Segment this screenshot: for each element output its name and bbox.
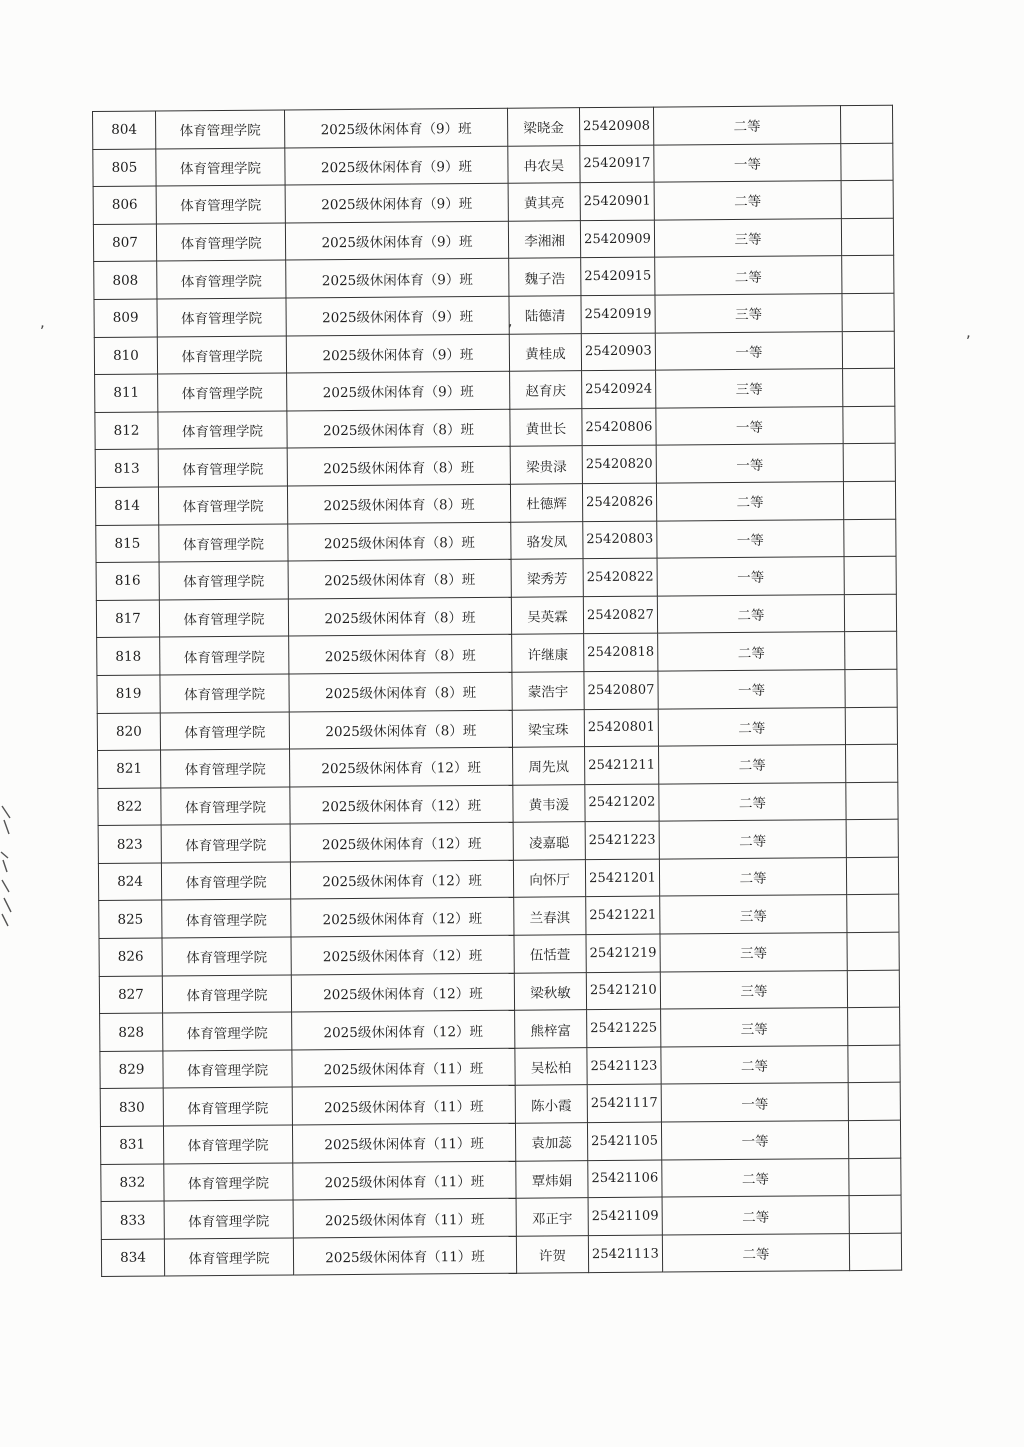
table-row [98, 744, 898, 788]
row-number-cell: 807 [93, 224, 156, 262]
college-cell: 体育管理学院 [160, 711, 289, 750]
college-cell: 体育管理学院 [161, 787, 290, 826]
class-cell: 2025级休闲体育（9）班 [287, 371, 510, 410]
college-cell: 体育管理学院 [163, 1050, 292, 1089]
row-number-cell: 832 [101, 1164, 164, 1202]
row-number-cell: 816 [96, 562, 159, 600]
award-level-cell: 二等 [659, 820, 846, 859]
remark-cell [840, 105, 892, 143]
class-cell: 2025级休闲体育（11）班 [293, 1198, 516, 1237]
row-number-cell: 810 [94, 337, 157, 375]
row-number-cell: 805 [93, 149, 156, 187]
student-name-cell: 伍恬萱 [514, 935, 586, 973]
remark-cell [846, 744, 898, 782]
class-cell: 2025级休闲体育（8）班 [289, 710, 512, 749]
class-cell: 2025级休闲体育（9）班 [285, 221, 508, 260]
table-row [100, 1083, 900, 1127]
row-number-cell: 825 [99, 900, 162, 938]
student-id-cell: 25420909 [580, 220, 654, 258]
award-level-cell: 一等 [658, 670, 845, 709]
class-cell: 2025级休闲体育（11）班 [292, 1086, 515, 1125]
remark-cell [846, 857, 898, 895]
award-level-cell: 三等 [655, 294, 842, 333]
college-cell: 体育管理学院 [156, 110, 285, 149]
row-number-cell: 820 [97, 712, 160, 750]
class-cell: 2025级休闲体育（11）班 [293, 1236, 516, 1275]
college-cell: 体育管理学院 [158, 448, 287, 487]
student-name-cell: 陈小霞 [515, 1085, 587, 1123]
award-level-cell: 二等 [659, 745, 846, 784]
class-cell: 2025级休闲体育（9）班 [286, 296, 509, 335]
award-level-cell: 一等 [657, 519, 844, 558]
table-row [100, 1045, 900, 1089]
award-level-cell: 二等 [659, 782, 846, 821]
award-level-cell: 一等 [654, 143, 841, 182]
student-name-cell: 袁加蕊 [515, 1123, 587, 1161]
student-id-cell: 25420915 [581, 257, 655, 295]
remark-cell [846, 782, 898, 820]
table-row [97, 669, 897, 713]
remark-cell [849, 1195, 901, 1233]
student-id-cell: 25421219 [586, 934, 660, 972]
remark-cell [845, 632, 897, 670]
table-row [100, 1120, 900, 1164]
award-level-cell: 二等 [662, 1196, 849, 1235]
college-cell: 体育管理学院 [161, 824, 290, 863]
class-cell: 2025级休闲体育（12）班 [291, 898, 514, 937]
student-id-cell: 25420908 [579, 107, 653, 145]
student-id-cell: 25420820 [582, 445, 656, 483]
college-cell: 体育管理学院 [162, 937, 291, 976]
student-name-cell: 覃炜娟 [516, 1160, 588, 1198]
award-level-cell: 二等 [658, 707, 845, 746]
class-cell: 2025级休闲体育（8）班 [288, 597, 511, 636]
row-number-cell: 818 [97, 637, 160, 675]
student-id-cell: 25420901 [580, 182, 654, 220]
remark-cell [846, 819, 898, 857]
award-level-cell: 一等 [656, 444, 843, 483]
student-name-cell: 赵育庆 [510, 371, 582, 409]
college-cell: 体育管理学院 [163, 1087, 292, 1126]
class-cell: 2025级休闲体育（12）班 [290, 860, 513, 899]
college-cell: 体育管理学院 [162, 975, 291, 1014]
student-name-cell: 梁宝珠 [512, 709, 584, 747]
remark-cell [841, 143, 893, 181]
college-cell: 体育管理学院 [160, 636, 289, 675]
class-cell: 2025级休闲体育（9）班 [284, 108, 507, 147]
row-number-cell: 829 [100, 1051, 163, 1089]
college-cell: 体育管理学院 [158, 373, 287, 412]
student-name-cell: 梁秋敏 [514, 972, 586, 1010]
college-cell: 体育管理学院 [159, 561, 288, 600]
class-cell: 2025级休闲体育（12）班 [291, 973, 514, 1012]
award-level-cell: 二等 [662, 1233, 849, 1272]
row-number-cell: 831 [100, 1126, 163, 1164]
student-id-cell: 25421202 [585, 784, 659, 822]
remark-cell [842, 256, 894, 294]
row-number-cell: 833 [101, 1201, 164, 1239]
award-level-cell: 一等 [656, 406, 843, 445]
remark-cell [843, 444, 895, 482]
remark-cell [843, 406, 895, 444]
row-number-cell: 806 [93, 186, 156, 224]
student-id-cell: 25420818 [584, 633, 658, 671]
remark-cell [844, 556, 896, 594]
row-number-cell: 804 [93, 111, 156, 149]
college-cell: 体育管理学院 [161, 862, 290, 901]
award-level-cell: 三等 [656, 369, 843, 408]
college-cell: 体育管理学院 [164, 1163, 293, 1202]
class-cell: 2025级休闲体育（9）班 [285, 183, 508, 222]
remark-cell [848, 1045, 900, 1083]
remark-cell [845, 707, 897, 745]
college-cell: 体育管理学院 [158, 486, 287, 525]
row-number-cell: 808 [94, 261, 157, 299]
table-row [98, 819, 898, 863]
award-level-cell: 二等 [653, 106, 840, 145]
class-cell: 2025级休闲体育（9）班 [286, 334, 509, 373]
college-cell: 体育管理学院 [161, 749, 290, 788]
table-row [98, 782, 898, 826]
student-id-cell: 25420822 [583, 558, 657, 596]
student-id-cell: 25421109 [588, 1197, 662, 1235]
class-cell: 2025级休闲体育（8）班 [289, 672, 512, 711]
student-name-cell: 梁晓金 [507, 108, 579, 146]
remark-cell [847, 895, 899, 933]
award-list-table-wrapper [92, 105, 901, 1278]
row-number-cell: 827 [99, 976, 162, 1014]
student-name-cell: 骆发凤 [511, 521, 583, 559]
table-row [97, 632, 897, 676]
college-cell: 体育管理学院 [157, 336, 286, 375]
student-id-cell: 25421105 [587, 1122, 661, 1160]
student-id-cell: 25420807 [584, 671, 658, 709]
student-id-cell: 25421211 [585, 746, 659, 784]
award-list-table [92, 105, 902, 1278]
student-id-cell: 25420801 [584, 709, 658, 747]
row-number-cell: 828 [100, 1013, 163, 1051]
college-cell: 体育管理学院 [159, 599, 288, 638]
award-level-cell: 三等 [660, 895, 847, 934]
row-number-cell: 834 [101, 1239, 164, 1277]
award-level-cell: 三等 [661, 1008, 848, 1047]
row-number-cell: 815 [96, 525, 159, 563]
class-cell: 2025级休闲体育（12）班 [292, 1010, 515, 1049]
student-name-cell: 魏子浩 [509, 258, 581, 296]
class-cell: 2025级休闲体育（9）班 [286, 259, 509, 298]
student-id-cell: 25421201 [585, 859, 659, 897]
student-id-cell: 25421225 [587, 1009, 661, 1047]
table-row [96, 594, 896, 638]
college-cell: 体育管理学院 [164, 1238, 293, 1277]
class-cell: 2025级休闲体育（8）班 [288, 522, 511, 561]
award-level-cell: 一等 [657, 557, 844, 596]
stray-mark: , [508, 314, 513, 330]
row-number-cell: 826 [99, 938, 162, 976]
remark-cell [847, 970, 899, 1008]
award-level-cell: 二等 [659, 857, 846, 896]
right-margin-mark: , [966, 323, 971, 341]
class-cell: 2025级休闲体育（12）班 [290, 747, 513, 786]
student-name-cell: 黄其亮 [508, 183, 580, 221]
student-id-cell: 25421221 [586, 897, 660, 935]
table-row [93, 218, 893, 262]
student-name-cell: 邓正宇 [516, 1198, 588, 1236]
college-cell: 体育管理学院 [162, 899, 291, 938]
student-name-cell: 许继康 [512, 634, 584, 672]
student-id-cell: 25421113 [588, 1235, 662, 1273]
college-cell: 体育管理学院 [158, 411, 287, 450]
student-name-cell: 吴英霖 [511, 596, 583, 634]
student-name-cell: 向怀厅 [513, 860, 585, 898]
table-row [97, 707, 897, 751]
class-cell: 2025级休闲体育（11）班 [293, 1161, 516, 1200]
class-cell: 2025级休闲体育（11）班 [292, 1123, 515, 1162]
remark-cell [843, 368, 895, 406]
remark-cell [844, 519, 896, 557]
remark-cell [847, 932, 899, 970]
student-name-cell: 蒙浩宇 [512, 672, 584, 710]
student-id-cell: 25420924 [582, 370, 656, 408]
table-row [99, 932, 899, 976]
student-name-cell: 梁贵渌 [510, 446, 582, 484]
student-name-cell: 周先岚 [513, 747, 585, 785]
row-number-cell: 817 [96, 600, 159, 638]
table-row [93, 105, 893, 149]
student-name-cell: 梁秀芳 [511, 559, 583, 597]
class-cell: 2025级休闲体育（9）班 [285, 146, 508, 185]
college-cell: 体育管理学院 [159, 524, 288, 563]
class-cell: 2025级休闲体育（8）班 [287, 484, 510, 523]
remark-cell [844, 594, 896, 632]
table-row [99, 970, 899, 1014]
student-name-cell: 熊梓富 [515, 1010, 587, 1048]
table-row [101, 1158, 901, 1202]
table-row [95, 368, 895, 412]
college-cell: 体育管理学院 [156, 185, 285, 224]
student-id-cell: 25421223 [585, 821, 659, 859]
class-cell: 2025级休闲体育（11）班 [292, 1048, 515, 1087]
binding-edge-scribble [0, 800, 14, 930]
student-id-cell: 25420827 [583, 596, 657, 634]
student-id-cell: 25421210 [586, 972, 660, 1010]
student-id-cell: 25420903 [581, 333, 655, 371]
left-margin-mark: , [40, 313, 45, 331]
student-name-cell: 黄韦湲 [513, 784, 585, 822]
student-name-cell: 兰春淇 [514, 897, 586, 935]
college-cell: 体育管理学院 [157, 260, 286, 299]
award-level-cell: 二等 [656, 482, 843, 521]
remark-cell [841, 180, 893, 218]
remark-cell [842, 293, 894, 331]
row-number-cell: 809 [94, 299, 157, 337]
student-name-cell: 许贺 [516, 1235, 588, 1273]
student-name-cell: 冉农吴 [508, 145, 580, 183]
class-cell: 2025级休闲体育（8）班 [287, 447, 510, 486]
table-row [93, 143, 893, 187]
award-level-cell: 一等 [661, 1083, 848, 1122]
table-body [93, 105, 902, 1277]
award-level-cell: 三等 [660, 933, 847, 972]
row-number-cell: 819 [97, 675, 160, 713]
award-level-cell: 二等 [655, 256, 842, 295]
student-id-cell: 25420826 [582, 483, 656, 521]
remark-cell [848, 1007, 900, 1045]
table-row [95, 406, 895, 450]
class-cell: 2025级休闲体育（8）班 [288, 559, 511, 598]
remark-cell [848, 1120, 900, 1158]
remark-cell [842, 331, 894, 369]
class-cell: 2025级休闲体育（12）班 [290, 785, 513, 824]
row-number-cell: 814 [95, 487, 158, 525]
row-number-cell: 830 [100, 1088, 163, 1126]
college-cell: 体育管理学院 [156, 148, 285, 187]
award-level-cell: 三等 [660, 970, 847, 1009]
class-cell: 2025级休闲体育（12）班 [291, 935, 514, 974]
table-row [94, 256, 894, 300]
remark-cell [849, 1158, 901, 1196]
table-row [95, 444, 895, 488]
award-level-cell: 一等 [661, 1121, 848, 1160]
student-name-cell: 杜德辉 [510, 484, 582, 522]
row-number-cell: 811 [95, 374, 158, 412]
student-name-cell: 李湘湘 [508, 220, 580, 258]
table-row [96, 519, 896, 563]
student-name-cell: 黄桂成 [509, 333, 581, 371]
remark-cell [845, 669, 897, 707]
student-id-cell: 25420917 [580, 145, 654, 183]
table-row [94, 331, 894, 375]
row-number-cell: 824 [98, 863, 161, 901]
student-id-cell: 25420806 [582, 408, 656, 446]
table-row [99, 895, 899, 939]
award-level-cell: 二等 [658, 632, 845, 671]
table-row [98, 857, 898, 901]
college-cell: 体育管理学院 [163, 1125, 292, 1164]
class-cell: 2025级休闲体育（8）班 [289, 635, 512, 674]
row-number-cell: 821 [98, 750, 161, 788]
student-id-cell: 25421106 [588, 1160, 662, 1198]
student-id-cell: 25421117 [587, 1084, 661, 1122]
remark-cell [849, 1233, 901, 1271]
row-number-cell: 812 [95, 412, 158, 450]
student-name-cell: 黄世长 [510, 408, 582, 446]
class-cell: 2025级休闲体育（12）班 [290, 822, 513, 861]
table-row [100, 1007, 900, 1051]
college-cell: 体育管理学院 [156, 223, 285, 262]
college-cell: 体育管理学院 [157, 298, 286, 337]
table-row [101, 1195, 901, 1239]
award-level-cell: 二等 [654, 181, 841, 220]
table-row [93, 180, 893, 224]
row-number-cell: 823 [98, 825, 161, 863]
award-level-cell: 三等 [654, 218, 841, 257]
student-id-cell: 25420803 [583, 521, 657, 559]
award-level-cell: 二等 [661, 1045, 848, 1084]
college-cell: 体育管理学院 [163, 1012, 292, 1051]
table-row [96, 556, 896, 600]
table-row [95, 481, 895, 525]
award-level-cell: 二等 [662, 1158, 849, 1197]
remark-cell [841, 218, 893, 256]
table-row [101, 1233, 901, 1277]
student-id-cell: 25421123 [587, 1047, 661, 1085]
row-number-cell: 813 [95, 449, 158, 487]
table-row [94, 293, 894, 337]
remark-cell [848, 1083, 900, 1121]
college-cell: 体育管理学院 [160, 674, 289, 713]
award-level-cell: 二等 [657, 594, 844, 633]
award-level-cell: 一等 [655, 331, 842, 370]
remark-cell [843, 481, 895, 519]
student-id-cell: 25420919 [581, 295, 655, 333]
student-name-cell: 凌嘉聪 [513, 822, 585, 860]
row-number-cell: 822 [98, 788, 161, 826]
student-name-cell: 陆德清 [509, 296, 581, 334]
student-name-cell: 吴松柏 [515, 1047, 587, 1085]
college-cell: 体育管理学院 [164, 1200, 293, 1239]
class-cell: 2025级休闲体育（8）班 [287, 409, 510, 448]
